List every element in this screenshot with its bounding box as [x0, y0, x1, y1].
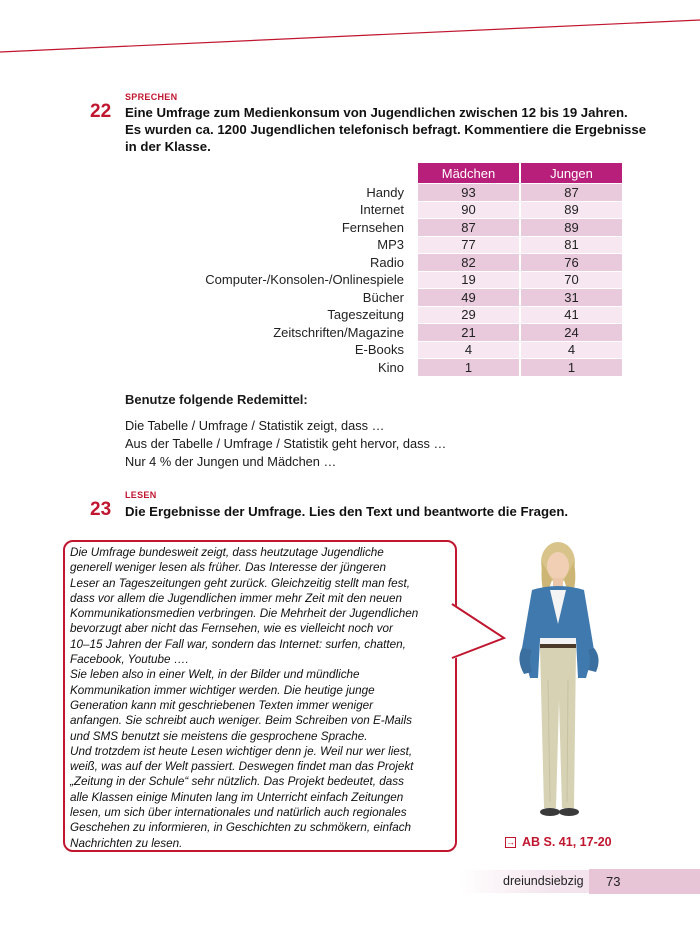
row-label: Internet [359, 202, 404, 218]
page-number-word: dreiundsiebzig [503, 874, 584, 888]
exercise-22-instructions [125, 104, 646, 155]
value-maedchen: 21 [418, 324, 519, 341]
row-label: MP3 [377, 237, 404, 253]
reading-text-line: Geschehen zu informieren, in Geschichten zu schmökern, einfach [70, 821, 412, 835]
reading-text-line: anfangen. Sie schreibt auch weniger. Beim Schreiben von E-Mails [70, 714, 412, 728]
redemittel-list [125, 417, 446, 471]
reading-text-line: Generation kann mit geschriebenen Texten immer weniger [70, 698, 373, 712]
redemittel-line: Aus der Tabelle / Umfrage / Statistik geht hervor, dass … [125, 436, 447, 451]
value-maedchen: 19 [418, 272, 519, 289]
row-label: Handy [366, 184, 404, 200]
reading-text-line: Facebook, Youtube …. [70, 653, 189, 667]
exercise-23-title [125, 503, 568, 520]
reading-text-line: weiß, was auf der Welt passiert. Deswegen findet man das Projekt [70, 760, 414, 774]
reading-text-line: Kommunikationsmedien verbringen. Die Mehrheit der Jugendlichen [70, 607, 419, 621]
woman-photo [506, 540, 616, 840]
reading-text-line: „Zeitung in der Schule“ sehr nützlich. Das Projekt bedeutet, dass [70, 775, 404, 789]
column-header-maedchen: Mädchen [418, 163, 519, 183]
top-decor-line [0, 0, 700, 60]
reading-text-line: lesen, um sich über internationales und natürlich auch regionales [70, 806, 407, 820]
column-header-jungen: Jungen [521, 163, 622, 183]
reading-text-line: alle Klassen einige Minuten lang im Unterricht einfach Zeitungen [70, 790, 404, 804]
workbook-reference-text: AB S. 41, 17-20 [522, 835, 612, 849]
table-row [198, 184, 622, 201]
value-maedchen: 49 [418, 289, 519, 306]
value-maedchen: 90 [418, 202, 519, 219]
reading-text-line: dass vor allem die Jugendlichen immer mehr Zeit mit den neuen [70, 591, 402, 605]
reading-text-line: bevorzugt aber nicht das Fernsehen, wie es vielleicht noch vor [70, 622, 393, 636]
value-maedchen: 29 [418, 307, 519, 324]
reading-text-line: Leser an Tageszeitungen geht zurück. Gleichzeitig stellt man fest, [70, 576, 410, 590]
value-jungen: 89 [521, 219, 622, 236]
reading-text-line: Nachrichten zu lesen. [70, 836, 183, 850]
value-maedchen: 1 [418, 359, 519, 376]
value-jungen: 1 [521, 359, 622, 376]
value-maedchen: 93 [418, 184, 519, 201]
reading-text-line: und SMS benutzt sie meistens die gesprochene Sprache. [70, 729, 368, 743]
table-row [198, 342, 622, 359]
exercise-number-23: 23 [90, 499, 112, 520]
table-row [198, 219, 622, 236]
page-number: 73 [606, 874, 621, 889]
reading-text-line: generell weniger lesen als früher. Das Interesse der jüngeren [70, 561, 386, 575]
exercise-number-22: 22 [90, 101, 112, 122]
table-row [198, 324, 622, 341]
value-jungen: 70 [521, 272, 622, 289]
redemittel-line: Die Tabelle / Umfrage / Statistik zeigt, dass … [125, 418, 385, 433]
instruction-line: Es wurden ca. 1200 Jugendlichen telefonisch befragt. Kommentiere die Ergebnisse [125, 122, 647, 137]
table-row [198, 359, 622, 376]
row-label: Bücher [362, 289, 404, 305]
value-maedchen: 87 [418, 219, 519, 236]
value-jungen: 4 [521, 342, 622, 359]
reading-text [70, 545, 460, 851]
value-jungen: 76 [521, 254, 622, 271]
reading-text-line: Die Umfrage bundesweit zeigt, dass heutzutage Jugendliche [70, 546, 384, 559]
table-row [198, 254, 622, 271]
value-jungen: 41 [521, 307, 622, 324]
table-row [198, 289, 622, 306]
instruction-line: Die Ergebnisse der Umfrage. Lies den Text und beantworte die Fragen. [125, 504, 569, 519]
redemittel-line: Nur 4 % der Jungen und Mädchen … [125, 454, 337, 469]
row-label: E-Books [354, 342, 404, 358]
instruction-line: in der Klasse. [125, 139, 211, 154]
table-row [198, 307, 622, 324]
row-label: Computer-/Konsolen-/Onlinespiele [205, 272, 404, 288]
reading-text-line: 10–15 Jahren der Fall war, sondern das Internet: surfen, chatten, [70, 637, 406, 651]
row-label: Zeitschriften/Magazine [273, 324, 404, 340]
reading-text-line: Kommunikation immer wichtiger werden. Die heutige junge [70, 683, 375, 697]
value-maedchen: 77 [418, 237, 519, 254]
reading-text-line: Und trotzdem ist heute Lesen wichtiger denn je. Weil nur wer liest, [70, 744, 413, 758]
value-maedchen: 82 [418, 254, 519, 271]
arrow-right-box-icon: → [506, 836, 515, 847]
value-jungen: 24 [521, 324, 622, 341]
table-row [198, 272, 622, 289]
value-maedchen: 4 [418, 342, 519, 359]
value-jungen: 87 [521, 184, 622, 201]
value-jungen: 31 [521, 289, 622, 306]
workbook-reference [505, 835, 612, 849]
row-label: Kino [377, 359, 404, 375]
row-label: Fernsehen [341, 219, 404, 235]
table-row [198, 237, 622, 254]
value-jungen: 81 [521, 237, 622, 254]
instruction-line: Eine Umfrage zum Medienkonsum von Jugendlichen zwischen 12 bis 19 Jahren. [125, 105, 628, 120]
reading-text-line: Sie leben also in einer Welt, in der Bilder und mündliche [70, 668, 360, 682]
survey-table [196, 162, 624, 377]
row-label: Radio [370, 254, 404, 270]
table-row [198, 202, 622, 219]
section-label-sprechen: SPRECHEN [125, 92, 178, 102]
table-corner [198, 163, 416, 183]
redemittel-heading: Benutze folgende Redemittel: [125, 392, 308, 407]
value-jungen: 89 [521, 202, 622, 219]
row-label: Tageszeitung [327, 307, 404, 323]
section-label-lesen: LESEN [125, 490, 157, 500]
